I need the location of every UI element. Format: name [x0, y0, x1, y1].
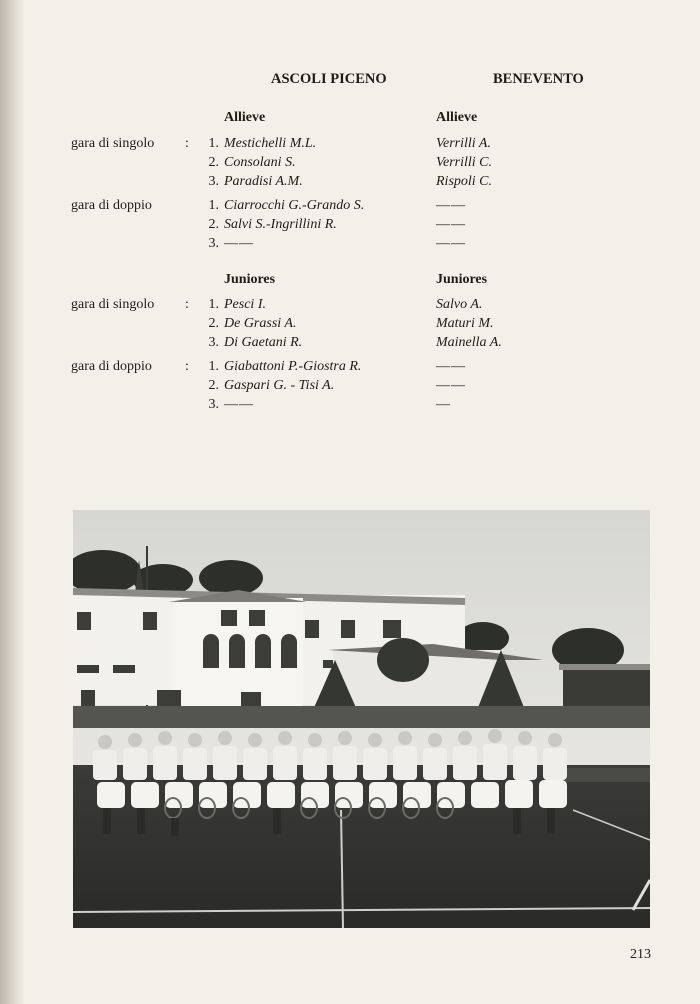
page-number: 213 [630, 947, 651, 962]
rank-number: 2. [208, 155, 219, 170]
benevento-entry: Verrilli C. [436, 155, 493, 170]
tennis-net [553, 768, 650, 782]
rank-number: 3. [208, 335, 219, 350]
benevento-entry: — [436, 397, 451, 412]
team-group-photo [73, 510, 650, 928]
benevento-entry: Verrilli A. [436, 136, 491, 151]
ascoli-entry: Gaspari G. - Tisi A. [224, 378, 335, 393]
rank-number: 3. [208, 174, 219, 189]
column-header-benevento: BENEVENTO [493, 71, 584, 87]
ascoli-entry: —— [224, 397, 254, 412]
benevento-entry: Salvo A. [436, 297, 483, 312]
ascoli-entry: Mestichelli M.L. [224, 136, 317, 151]
ascoli-entry: Salvi S.-Ingrillini R. [224, 217, 337, 232]
rank-number: 1. [208, 297, 219, 312]
spectators-band [73, 706, 650, 728]
benevento-entry: Rispoli C. [436, 174, 493, 189]
ascoli-entry: —— [224, 236, 254, 251]
rank-number: 3. [208, 397, 219, 412]
benevento-entry: —— [436, 236, 466, 251]
event-label: gara di doppio [71, 359, 152, 374]
event-colon: : [185, 359, 189, 374]
benevento-entry: Mainella A. [436, 335, 502, 350]
rank-number: 2. [208, 217, 219, 232]
ascoli-entry: Consolani S. [224, 155, 296, 170]
rank-number: 1. [208, 136, 219, 151]
category-heading-left: Juniores [224, 272, 276, 287]
ascoli-entry: Paradisi A.M. [224, 174, 303, 189]
rank-number: 1. [208, 359, 219, 374]
ascoli-entry: Pesci I. [224, 297, 266, 312]
benevento-entry: —— [436, 198, 466, 213]
event-colon: : [185, 297, 189, 312]
event-colon: : [185, 136, 189, 151]
benevento-entry: —— [436, 359, 466, 374]
ascoli-entry: Di Gaetani R. [224, 335, 303, 350]
ascoli-entry: Giabattoni P.-Giostra R. [224, 359, 362, 374]
rank-number: 2. [208, 316, 219, 331]
rank-number: 2. [208, 378, 219, 393]
book-spine-shadow [0, 0, 24, 1004]
rank-number: 1. [208, 198, 219, 213]
event-label: gara di singolo [71, 297, 155, 312]
benevento-entry: —— [436, 378, 466, 393]
event-label: gara di singolo [71, 136, 155, 151]
ascoli-entry: Ciarrocchi G.-Grando S. [224, 198, 365, 213]
event-label: gara di doppio [71, 198, 152, 213]
benevento-entry: Maturi M. [436, 316, 494, 331]
category-heading-right: Juniores [436, 272, 488, 287]
benevento-entry: —— [436, 217, 466, 232]
rank-number: 3. [208, 236, 219, 251]
column-header-ascoli-piceno: ASCOLI PICENO [271, 71, 387, 87]
photo-illustration [73, 510, 650, 928]
ascoli-entry: De Grassi A. [224, 316, 297, 331]
category-heading-left: Allieve [224, 110, 266, 125]
category-heading-right: Allieve [436, 110, 478, 125]
